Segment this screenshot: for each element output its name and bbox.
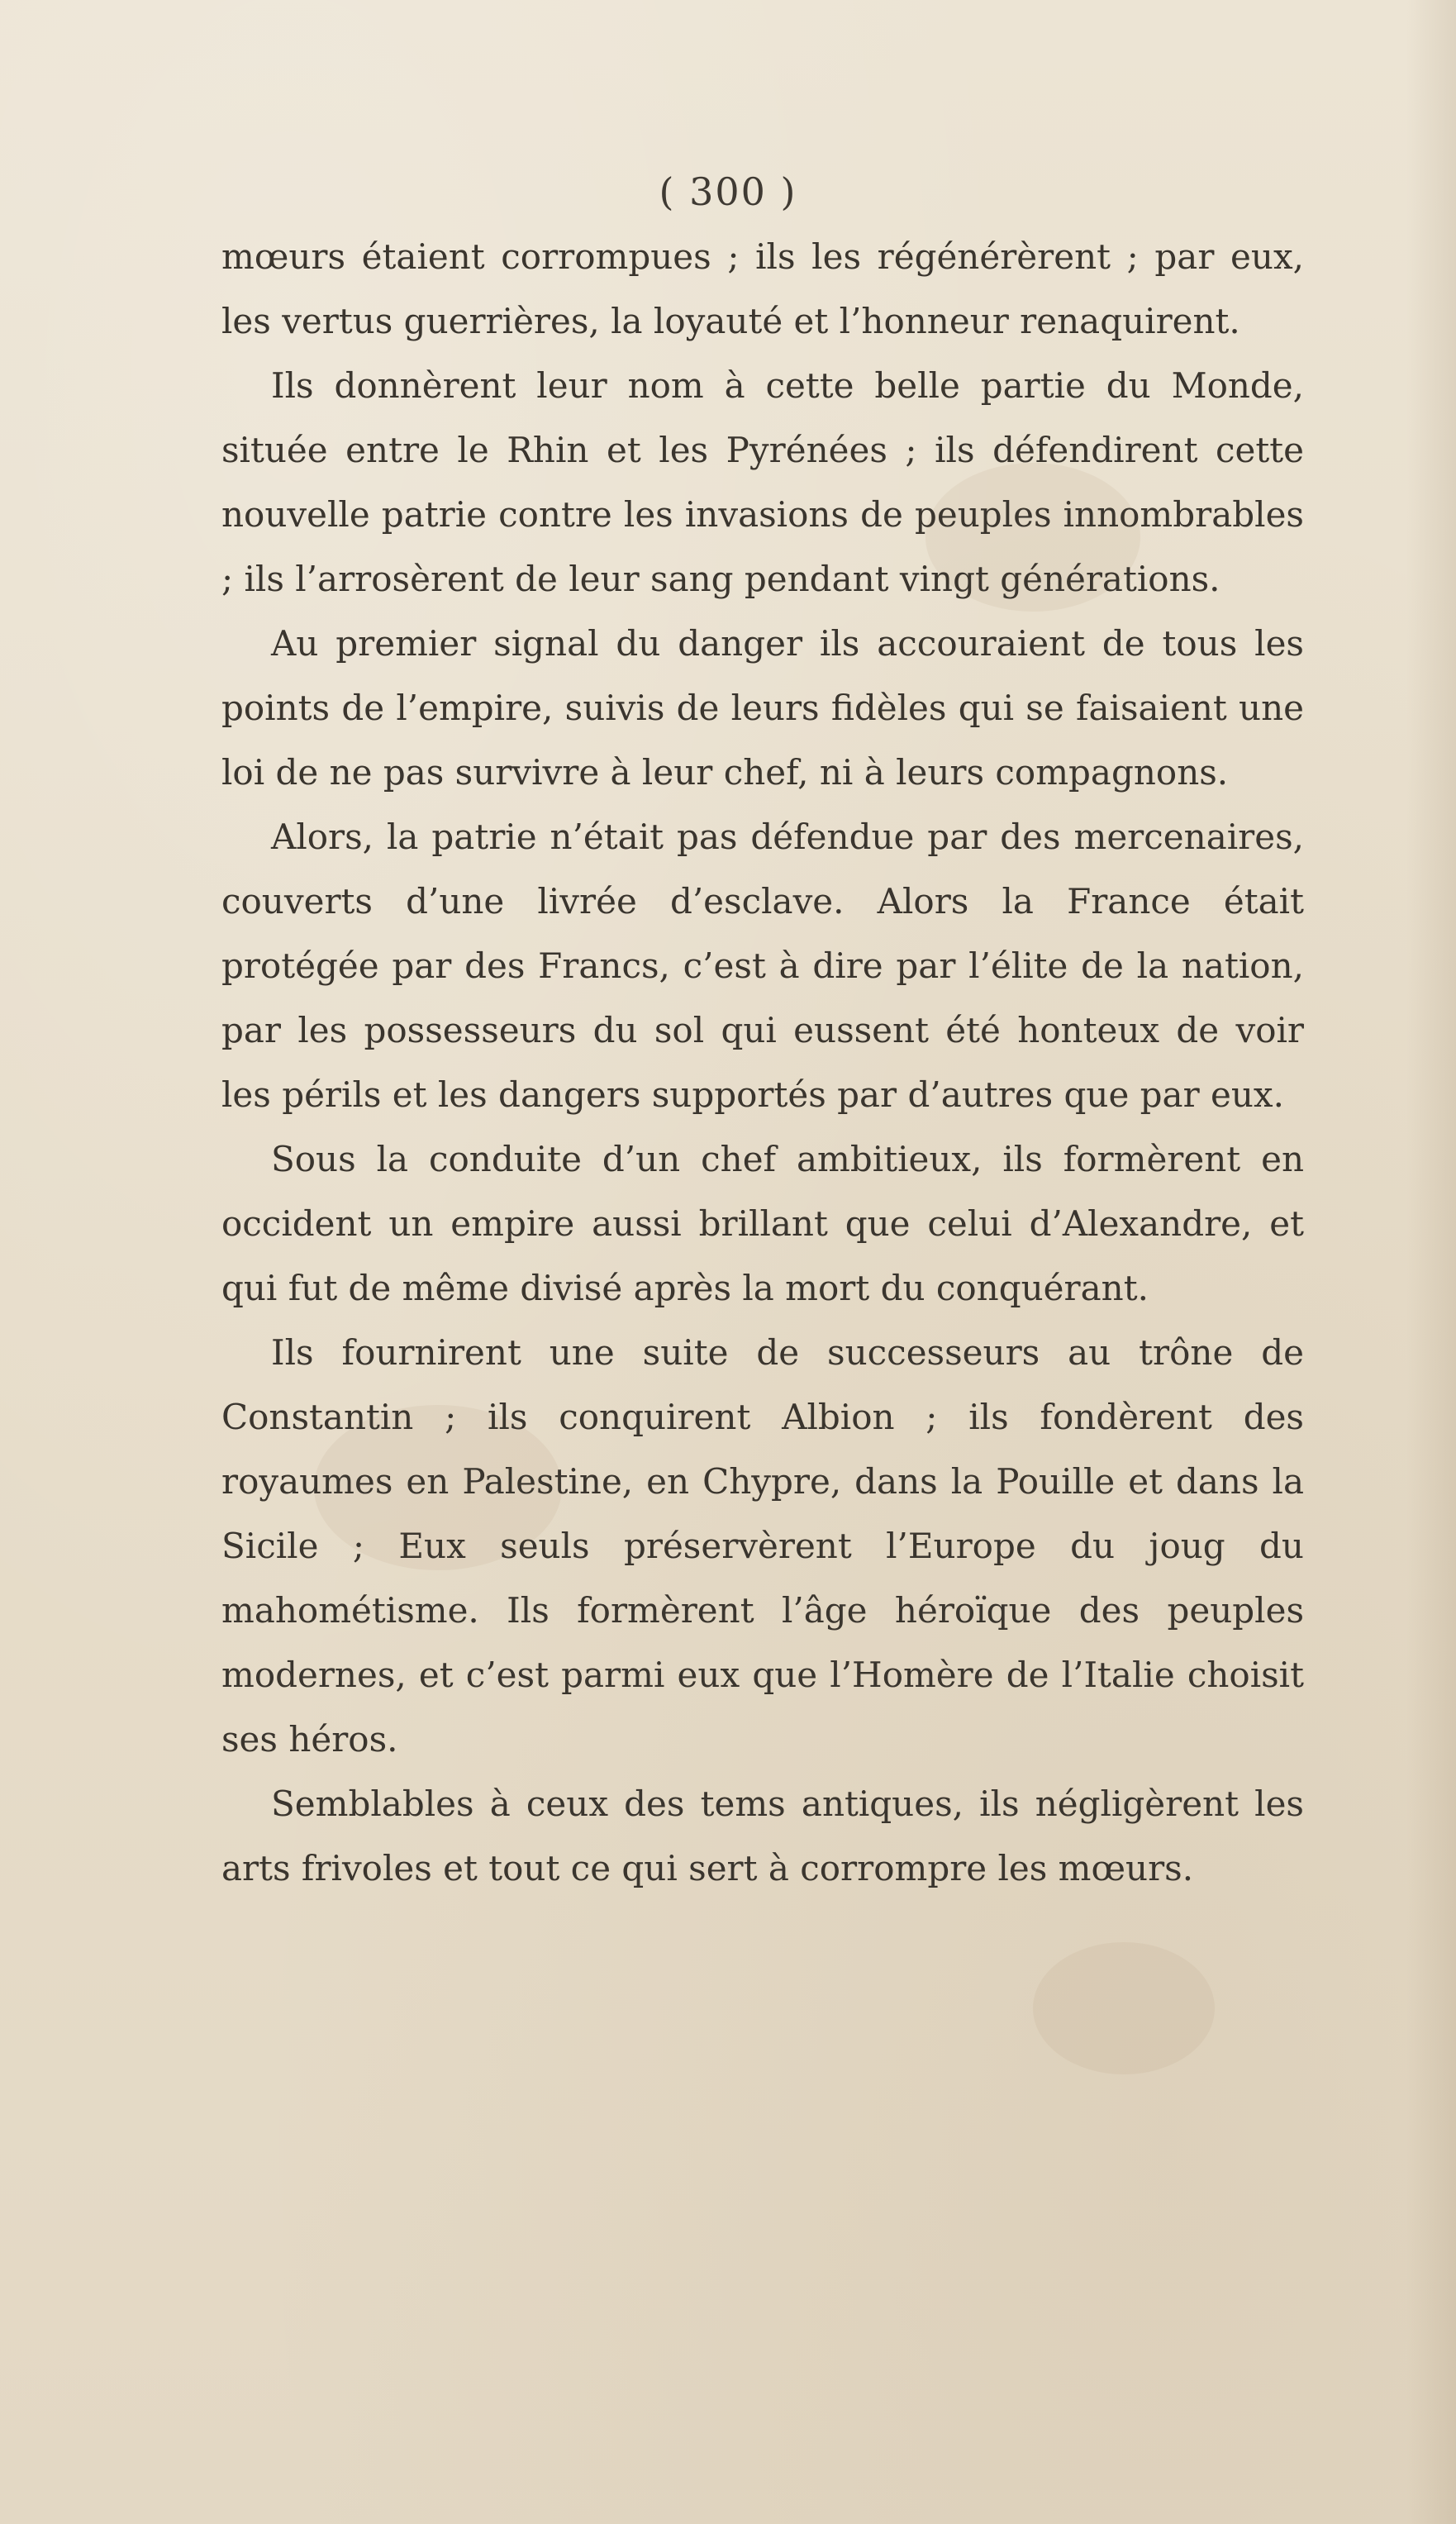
paragraph: Au premier signal du danger ils accouraient de tous les points de l’empire, suivis de leurs fidèles qui se faisaient une loi de ne pas survivre à leur chef, ni à leurs compagnons. [221,623,1304,793]
page-number: ( 300 ) [659,169,797,214]
paper-stain [1033,1942,1215,2074]
paragraph: Ils fournirent une suite de successeurs au trône de Constantin ; ils conquirent Albion ; ils fondèrent des royaumes en Palestine, en Chypre, dans la Pouille et dans la Sicile ; Eux seuls préservèrent l’Europe du joug du mahométisme. Ils formèrent l’âge héroïque des peuples modernes, et c’est parmi eux que l’Homère de l’Italie choisit ses héros. [221,1332,1304,1760]
paragraph: Sous la conduite d’un chef ambitieux, ils formèrent en occident un empire aussi brillant que celui d’Alexandre, et qui fut de même divisé après la mort du conquérant. [221,1139,1304,1308]
paragraph: Alors, la patrie n’était pas défendue par des mercenaires, couverts d’une livrée d’esclave. Alors la France était protégée par des Francs, c’est à dire par l’élite de la nation, par les possesseurs du sol qui eussent été honteux de voir les périls et les dangers supportés par d’autres que par eux. [221,817,1304,1115]
page-edge-shading [1406,0,1456,2524]
body-text [221,225,1304,1901]
paragraph: Ils donnèrent leur nom à cette belle partie du Monde, située entre le Rhin et les Pyrénées ; ils défendirent cette nouvelle patrie contre les invasions de peuples innombrables ; ils l’arrosèrent de leur sang pendant vingt générations. [221,365,1304,599]
paragraph: Semblables à ceux des tems antiques, ils négligèrent les arts frivoles et tout ce qui sert à corrompre les mœurs. [221,1783,1304,1888]
paragraph: mœurs étaient corrompues ; ils les régénérèrent ; par eux, les vertus guerrières, la loyauté et l’honneur renaquirent. [221,236,1304,341]
